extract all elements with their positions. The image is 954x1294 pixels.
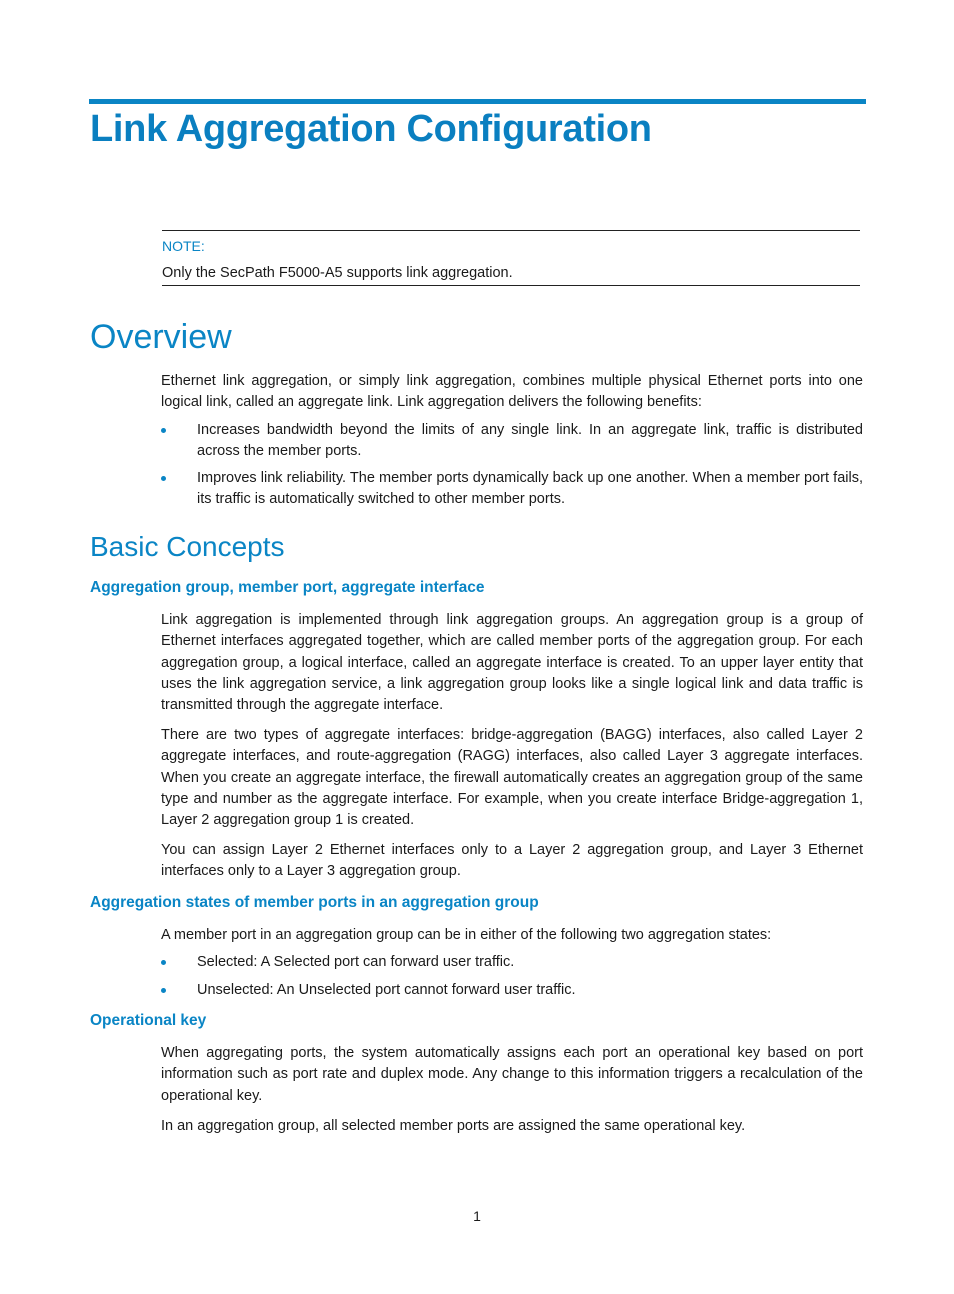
page-title: Link Aggregation Configuration <box>90 108 652 150</box>
bullet-icon <box>161 476 166 481</box>
list-item: Increases bandwidth beyond the limits of any single link. In an aggregate link, traffic is distributed across the member ports. <box>161 420 863 463</box>
paragraph: A member port in an aggregation group can be in either of the following two aggregation states: <box>161 927 772 943</box>
note-top-rule <box>162 230 860 231</box>
section-heading-aggregation-group: Aggregation group, member port, aggregate interface <box>90 579 485 596</box>
list-item: Selected: A Selected port can forward user traffic. <box>161 952 863 973</box>
overview-heading: Overview <box>90 318 232 356</box>
overview-intro: Ethernet link aggregation, or simply link aggregation, combines multiple physical Ethernet ports into one logical link, called an aggregate link. Link aggregation delivers the following benefits: <box>161 373 863 411</box>
bullet-icon <box>161 960 166 965</box>
note-bottom-rule <box>162 285 860 286</box>
note-label: NOTE: <box>162 238 205 254</box>
paragraph: In an aggregation group, all selected member ports are assigned the same operational key. <box>161 1118 746 1134</box>
page-number: 1 <box>473 1208 481 1224</box>
paragraph: You can assign Layer 2 Ethernet interfaces only to a Layer 2 aggregation group, and Layer 3 Ethernet interfaces only to a Layer 3 aggregation group. <box>161 842 863 880</box>
bullet-icon <box>161 428 166 433</box>
section-heading-aggregation-states: Aggregation states of member ports in an aggregation group <box>90 894 539 911</box>
title-rule <box>89 99 866 104</box>
section-heading-operational-key: Operational key <box>90 1012 207 1029</box>
bullet-icon <box>161 988 166 993</box>
paragraph: When aggregating ports, the system automatically assigns each port an operational key based on port information such as port rate and duplex mode. Any change to this information triggers a recalculation of the operational key. <box>161 1045 863 1104</box>
list-item: Improves link reliability. The member ports dynamically back up one another. When a member port fails, its traffic is automatically switched to other member ports. <box>161 468 863 511</box>
note-text: Only the SecPath F5000-A5 supports link aggregation. <box>162 265 513 281</box>
paragraph: There are two types of aggregate interfaces: bridge-aggregation (BAGG) interfaces, also called Layer 2 aggregate interfaces, and route-aggregation (RAGG) interfaces, also called Layer 3 aggregate interfaces. When you create an aggregate interface, the firewall automatically creates an aggregation group of the same type and number as the aggregate interface. For example, when you create interface Bridge-aggregation 1, Layer 2 aggregation group 1 is created. <box>161 727 863 829</box>
paragraph: Link aggregation is implemented through link aggregation groups. An aggregation group is a group of Ethernet interfaces aggregated together, which are called member ports of the aggregation group. For each aggregation group, a logical interface, called an aggregate interface is created. To an upper layer entity that uses the link aggregation service, a link aggregation group looks like a single logical link and data traffic is transmitted through the aggregate interface. <box>161 612 863 714</box>
list-item: Unselected: An Unselected port cannot forward user traffic. <box>161 980 863 1001</box>
basic-concepts-heading: Basic Concepts <box>90 531 285 562</box>
